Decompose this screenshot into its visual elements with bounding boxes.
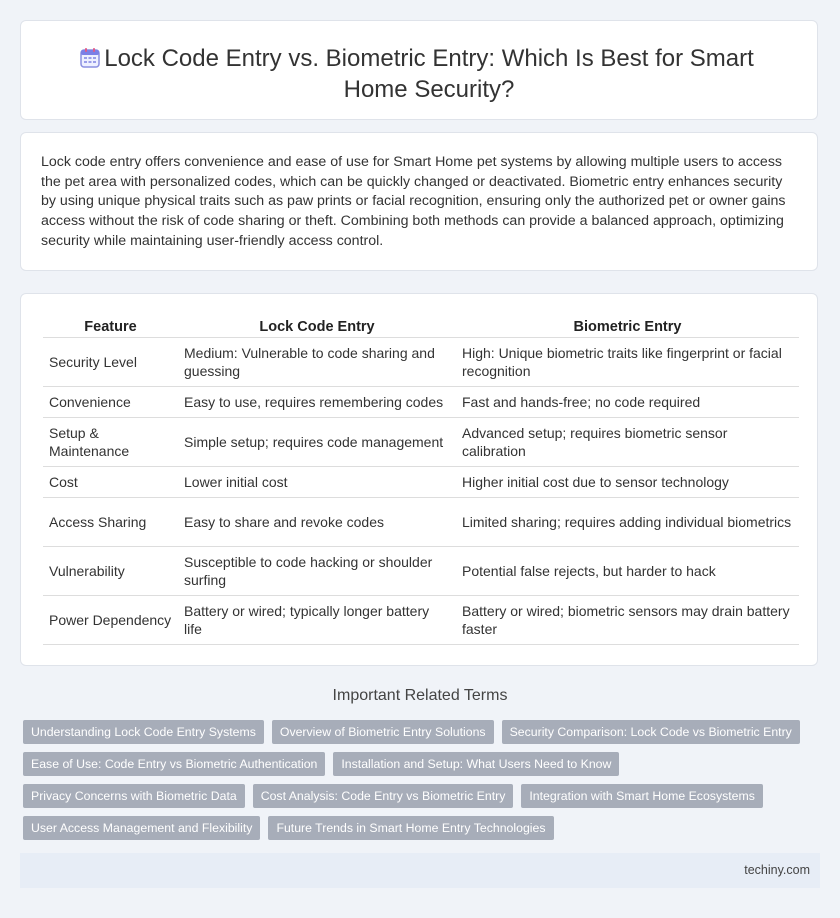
related-term-tag[interactable]: Future Trends in Smart Home Entry Technologies [268, 816, 553, 840]
table-cell: Vulnerability [43, 547, 178, 596]
footer [20, 853, 820, 888]
table-cell: Medium: Vulnerable to code sharing and guessing [178, 338, 456, 387]
related-term-tag[interactable]: Ease of Use: Code Entry vs Biometric Authentication [23, 752, 325, 776]
table-cell: Battery or wired; typically longer battery life [178, 596, 456, 645]
footer-site-link[interactable]: techiny.com [744, 863, 810, 877]
table-row [43, 418, 799, 467]
table-row [43, 338, 799, 387]
column-header: Biometric Entry [456, 316, 799, 338]
table-cell: Higher initial cost due to sensor technology [456, 467, 799, 498]
related-term-tag[interactable]: Understanding Lock Code Entry Systems [23, 720, 264, 744]
table-cell: High: Unique biometric traits like fingerprint or facial recognition [456, 338, 799, 387]
table-row [43, 596, 799, 645]
table-cell: Simple setup; requires code management [178, 418, 456, 467]
table-row [43, 467, 799, 498]
related-term-tag[interactable]: Security Comparison: Lock Code vs Biometric Entry [502, 720, 800, 744]
table-cell: Lower initial cost [178, 467, 456, 498]
related-terms-heading: Important Related Terms [332, 687, 508, 704]
related-term-tag[interactable]: Installation and Setup: What Users Need to Know [333, 752, 619, 776]
table-cell: Easy to use, requires remembering codes [178, 387, 456, 418]
table-row [43, 498, 799, 547]
table-cell: Advanced setup; requires biometric sensor calibration [456, 418, 799, 467]
related-term-tag[interactable]: Cost Analysis: Code Entry vs Biometric Entry [253, 784, 514, 808]
tag-row [23, 720, 813, 744]
tag-row [23, 752, 813, 776]
related-terms-list [23, 720, 813, 848]
related-term-tag[interactable]: Integration with Smart Home Ecosystems [521, 784, 763, 808]
table-cell: Cost [43, 467, 178, 498]
table-cell: Setup & Maintenance [43, 418, 178, 467]
table-cell: Limited sharing; requires adding individual biometrics [456, 498, 799, 547]
comparison-table [43, 316, 799, 645]
tag-row [23, 784, 813, 808]
table-cell: Security Level [43, 338, 178, 387]
table-cell: Easy to share and revoke codes [178, 498, 456, 547]
table-cell: Fast and hands-free; no code required [456, 387, 799, 418]
table-cell: Access Sharing [43, 498, 178, 547]
related-term-tag[interactable]: Privacy Concerns with Biometric Data [23, 784, 245, 808]
related-term-tag[interactable]: User Access Management and Flexibility [23, 816, 260, 840]
table-cell: Susceptible to code hacking or shoulder surfing [178, 547, 456, 596]
column-header: Lock Code Entry [178, 316, 456, 338]
table-row [43, 387, 799, 418]
table-header-row [43, 316, 799, 338]
title-card [20, 20, 818, 120]
column-header: Feature [43, 316, 178, 338]
table-cell: Potential false rejects, but harder to hack [456, 547, 799, 596]
table-cell: Battery or wired; biometric sensors may drain battery faster [456, 596, 799, 645]
related-term-tag[interactable]: Overview of Biometric Entry Solutions [272, 720, 494, 744]
tag-row [23, 816, 813, 840]
comparison-card [20, 293, 818, 666]
intro-card [20, 132, 818, 271]
table-row [43, 547, 799, 596]
page-title: Lock Code Entry vs. Biometric Entry: Which Is Best for Smart Home Security? [104, 45, 754, 103]
intro-paragraph: Lock code entry offers convenience and ease of use for Smart Home pet systems by allowing multiple users to access the pet area with personalized codes, which can be quickly changed or deactivated. Biometric entry enhances security by using unique physical traits such as paw prints or facial recognition, ensuring only the authorized pet or owner gains access without the risk of code sharing or theft. Combining both methods can provide a balanced approach, optimizing security while maintaining user-friendly access control. [41, 154, 786, 249]
table-cell: Power Dependency [43, 596, 178, 645]
table-cell: Convenience [43, 387, 178, 418]
